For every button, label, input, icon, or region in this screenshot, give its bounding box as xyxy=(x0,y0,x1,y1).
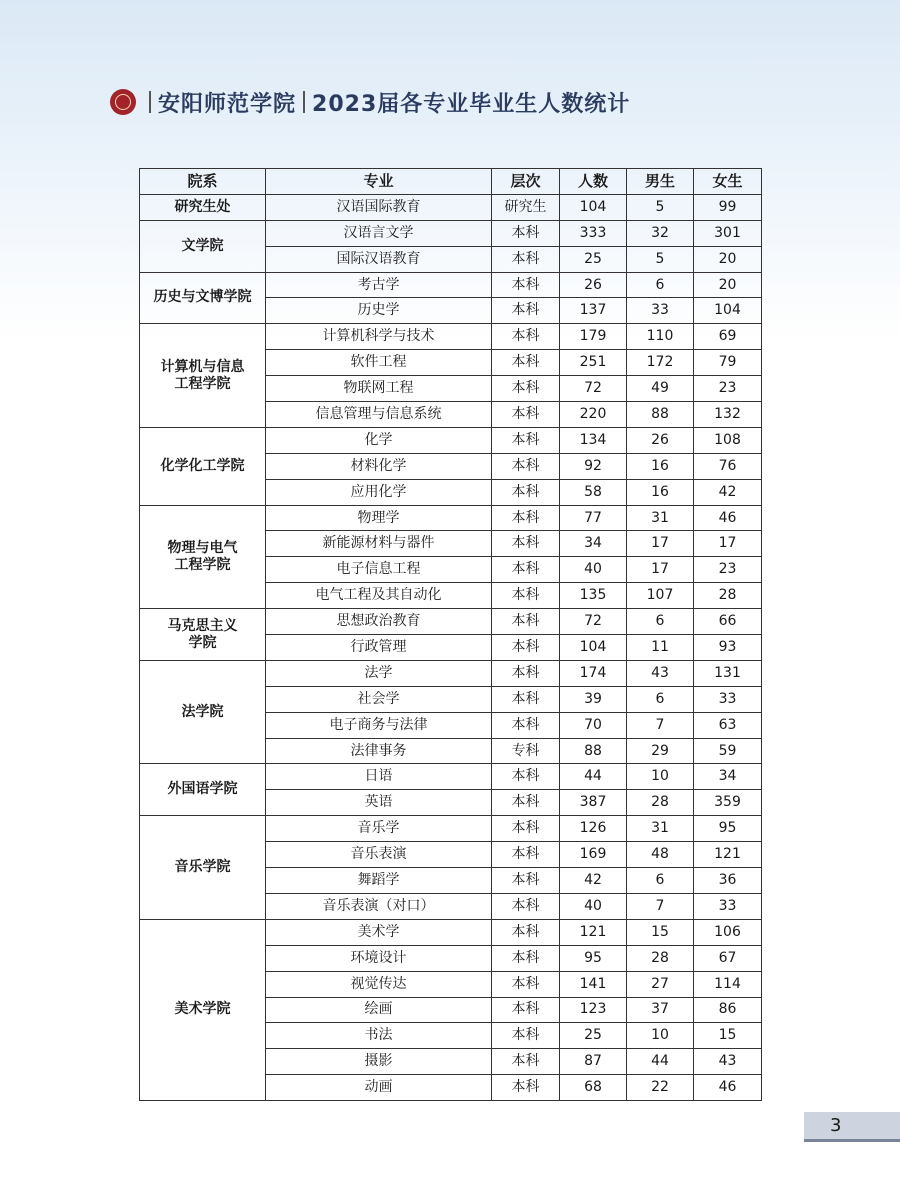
table-body xyxy=(140,194,762,1100)
table-row xyxy=(140,220,762,246)
female-cell: 28 xyxy=(694,583,762,609)
male-cell: 7 xyxy=(627,893,694,919)
level-cell: 本科 xyxy=(492,298,560,324)
total-cell: 68 xyxy=(560,1075,627,1101)
major-cell: 电子信息工程 xyxy=(266,557,492,583)
level-cell: 本科 xyxy=(492,868,560,894)
col-header-male: 男生 xyxy=(627,169,694,195)
total-cell: 220 xyxy=(560,402,627,428)
level-cell: 本科 xyxy=(492,220,560,246)
level-cell: 本科 xyxy=(492,790,560,816)
level-cell: 本科 xyxy=(492,945,560,971)
male-cell: 15 xyxy=(627,919,694,945)
level-cell: 本科 xyxy=(492,427,560,453)
level-cell: 本科 xyxy=(492,402,560,428)
table-row xyxy=(140,660,762,686)
female-cell: 43 xyxy=(694,1049,762,1075)
male-cell: 6 xyxy=(627,609,694,635)
male-cell: 17 xyxy=(627,557,694,583)
level-cell: 本科 xyxy=(492,350,560,376)
total-cell: 58 xyxy=(560,479,627,505)
total-cell: 40 xyxy=(560,557,627,583)
major-cell: 国际汉语教育 xyxy=(266,246,492,272)
male-cell: 33 xyxy=(627,298,694,324)
major-cell: 材料化学 xyxy=(266,453,492,479)
dept-cell: 文学院 xyxy=(140,220,266,272)
male-cell: 31 xyxy=(627,816,694,842)
level-cell: 本科 xyxy=(492,971,560,997)
level-cell: 专科 xyxy=(492,738,560,764)
female-cell: 67 xyxy=(694,945,762,971)
male-cell: 172 xyxy=(627,350,694,376)
female-cell: 33 xyxy=(694,893,762,919)
male-cell: 6 xyxy=(627,272,694,298)
major-cell: 音乐学 xyxy=(266,816,492,842)
male-cell: 5 xyxy=(627,246,694,272)
total-cell: 92 xyxy=(560,453,627,479)
total-cell: 70 xyxy=(560,712,627,738)
level-cell: 本科 xyxy=(492,609,560,635)
major-cell: 行政管理 xyxy=(266,635,492,661)
female-cell: 95 xyxy=(694,816,762,842)
male-cell: 10 xyxy=(627,1023,694,1049)
male-cell: 88 xyxy=(627,402,694,428)
page-title: 2023届各专业毕业生人数统计 xyxy=(312,91,631,117)
total-cell: 72 xyxy=(560,376,627,402)
table-row xyxy=(140,505,762,531)
total-cell: 44 xyxy=(560,764,627,790)
female-cell: 79 xyxy=(694,350,762,376)
major-cell: 应用化学 xyxy=(266,479,492,505)
major-cell: 计算机科学与技术 xyxy=(266,324,492,350)
female-cell: 46 xyxy=(694,1075,762,1101)
female-cell: 20 xyxy=(694,272,762,298)
major-cell: 视觉传达 xyxy=(266,971,492,997)
level-cell: 本科 xyxy=(492,686,560,712)
major-cell: 考古学 xyxy=(266,272,492,298)
major-cell: 化学 xyxy=(266,427,492,453)
page-number: 3 xyxy=(804,1112,900,1139)
total-cell: 26 xyxy=(560,272,627,298)
female-cell: 301 xyxy=(694,220,762,246)
major-cell: 音乐表演（对口） xyxy=(266,893,492,919)
female-cell: 63 xyxy=(694,712,762,738)
major-cell: 舞蹈学 xyxy=(266,868,492,894)
major-cell: 美术学 xyxy=(266,919,492,945)
total-cell: 137 xyxy=(560,298,627,324)
level-cell: 本科 xyxy=(492,842,560,868)
male-cell: 10 xyxy=(627,764,694,790)
major-cell: 环境设计 xyxy=(266,945,492,971)
female-cell: 86 xyxy=(694,997,762,1023)
male-cell: 107 xyxy=(627,583,694,609)
dept-cell: 计算机与信息 工程学院 xyxy=(140,324,266,428)
dept-cell: 法学院 xyxy=(140,660,266,764)
level-cell: 本科 xyxy=(492,997,560,1023)
level-cell: 本科 xyxy=(492,660,560,686)
total-cell: 121 xyxy=(560,919,627,945)
dept-cell: 化学化工学院 xyxy=(140,427,266,505)
dept-cell: 美术学院 xyxy=(140,919,266,1100)
total-cell: 39 xyxy=(560,686,627,712)
level-cell: 本科 xyxy=(492,557,560,583)
level-cell: 本科 xyxy=(492,505,560,531)
male-cell: 44 xyxy=(627,1049,694,1075)
female-cell: 59 xyxy=(694,738,762,764)
table-row xyxy=(140,324,762,350)
total-cell: 72 xyxy=(560,609,627,635)
major-cell: 音乐表演 xyxy=(266,842,492,868)
table-row xyxy=(140,919,762,945)
major-cell: 摄影 xyxy=(266,1049,492,1075)
female-cell: 17 xyxy=(694,531,762,557)
female-cell: 42 xyxy=(694,479,762,505)
major-cell: 法学 xyxy=(266,660,492,686)
total-cell: 25 xyxy=(560,1023,627,1049)
male-cell: 28 xyxy=(627,945,694,971)
level-cell: 本科 xyxy=(492,712,560,738)
female-cell: 46 xyxy=(694,505,762,531)
col-header-female: 女生 xyxy=(694,169,762,195)
total-cell: 141 xyxy=(560,971,627,997)
total-cell: 104 xyxy=(560,194,627,220)
female-cell: 76 xyxy=(694,453,762,479)
major-cell: 汉语国际教育 xyxy=(266,194,492,220)
level-cell: 本科 xyxy=(492,272,560,298)
male-cell: 16 xyxy=(627,453,694,479)
col-header-dept: 院系 xyxy=(140,169,266,195)
male-cell: 11 xyxy=(627,635,694,661)
level-cell: 本科 xyxy=(492,376,560,402)
major-cell: 思想政治教育 xyxy=(266,609,492,635)
female-cell: 132 xyxy=(694,402,762,428)
col-header-level: 层次 xyxy=(492,169,560,195)
level-cell: 本科 xyxy=(492,246,560,272)
male-cell: 5 xyxy=(627,194,694,220)
dept-cell: 研究生处 xyxy=(140,194,266,220)
level-cell: 本科 xyxy=(492,816,560,842)
total-cell: 134 xyxy=(560,427,627,453)
male-cell: 110 xyxy=(627,324,694,350)
col-header-total: 人数 xyxy=(560,169,627,195)
male-cell: 17 xyxy=(627,531,694,557)
total-cell: 40 xyxy=(560,893,627,919)
dept-cell: 外国语学院 xyxy=(140,764,266,816)
female-cell: 108 xyxy=(694,427,762,453)
total-cell: 34 xyxy=(560,531,627,557)
major-cell: 物联网工程 xyxy=(266,376,492,402)
male-cell: 48 xyxy=(627,842,694,868)
major-cell: 电气工程及其自动化 xyxy=(266,583,492,609)
major-cell: 英语 xyxy=(266,790,492,816)
major-cell: 动画 xyxy=(266,1075,492,1101)
male-cell: 27 xyxy=(627,971,694,997)
male-cell: 49 xyxy=(627,376,694,402)
level-cell: 研究生 xyxy=(492,194,560,220)
dept-cell: 马克思主义 学院 xyxy=(140,609,266,661)
female-cell: 121 xyxy=(694,842,762,868)
dept-cell: 物理与电气 工程学院 xyxy=(140,505,266,609)
total-cell: 251 xyxy=(560,350,627,376)
male-cell: 26 xyxy=(627,427,694,453)
table-row xyxy=(140,194,762,220)
level-cell: 本科 xyxy=(492,764,560,790)
female-cell: 106 xyxy=(694,919,762,945)
level-cell: 本科 xyxy=(492,583,560,609)
female-cell: 20 xyxy=(694,246,762,272)
total-cell: 126 xyxy=(560,816,627,842)
male-cell: 32 xyxy=(627,220,694,246)
col-header-major: 专业 xyxy=(266,169,492,195)
level-cell: 本科 xyxy=(492,635,560,661)
level-cell: 本科 xyxy=(492,453,560,479)
total-cell: 123 xyxy=(560,997,627,1023)
level-cell: 本科 xyxy=(492,1049,560,1075)
total-cell: 174 xyxy=(560,660,627,686)
male-cell: 29 xyxy=(627,738,694,764)
female-cell: 15 xyxy=(694,1023,762,1049)
major-cell: 社会学 xyxy=(266,686,492,712)
total-cell: 88 xyxy=(560,738,627,764)
dept-cell: 音乐学院 xyxy=(140,816,266,920)
divider xyxy=(149,91,151,113)
total-cell: 169 xyxy=(560,842,627,868)
female-cell: 99 xyxy=(694,194,762,220)
level-cell: 本科 xyxy=(492,893,560,919)
female-cell: 23 xyxy=(694,376,762,402)
level-cell: 本科 xyxy=(492,324,560,350)
level-cell: 本科 xyxy=(492,1023,560,1049)
total-cell: 387 xyxy=(560,790,627,816)
table-row xyxy=(140,609,762,635)
total-cell: 95 xyxy=(560,945,627,971)
total-cell: 333 xyxy=(560,220,627,246)
female-cell: 69 xyxy=(694,324,762,350)
major-cell: 法律事务 xyxy=(266,738,492,764)
total-cell: 77 xyxy=(560,505,627,531)
major-cell: 书法 xyxy=(266,1023,492,1049)
graduate-stats-table xyxy=(139,168,762,1101)
male-cell: 7 xyxy=(627,712,694,738)
school-name: 安阳师范学院 xyxy=(158,91,297,117)
female-cell: 359 xyxy=(694,790,762,816)
major-cell: 汉语言文学 xyxy=(266,220,492,246)
major-cell: 信息管理与信息系统 xyxy=(266,402,492,428)
table-row xyxy=(140,427,762,453)
table-row xyxy=(140,764,762,790)
table-header-row xyxy=(140,169,762,195)
level-cell: 本科 xyxy=(492,919,560,945)
dept-cell: 历史与文博学院 xyxy=(140,272,266,324)
level-cell: 本科 xyxy=(492,531,560,557)
divider xyxy=(303,91,305,113)
total-cell: 104 xyxy=(560,635,627,661)
female-cell: 33 xyxy=(694,686,762,712)
total-cell: 87 xyxy=(560,1049,627,1075)
major-cell: 物理学 xyxy=(266,505,492,531)
female-cell: 93 xyxy=(694,635,762,661)
level-cell: 本科 xyxy=(492,1075,560,1101)
page-header xyxy=(110,86,630,118)
total-cell: 42 xyxy=(560,868,627,894)
major-cell: 日语 xyxy=(266,764,492,790)
female-cell: 131 xyxy=(694,660,762,686)
male-cell: 6 xyxy=(627,868,694,894)
female-cell: 104 xyxy=(694,298,762,324)
major-cell: 软件工程 xyxy=(266,350,492,376)
major-cell: 绘画 xyxy=(266,997,492,1023)
female-cell: 23 xyxy=(694,557,762,583)
female-cell: 34 xyxy=(694,764,762,790)
total-cell: 135 xyxy=(560,583,627,609)
table-row xyxy=(140,816,762,842)
male-cell: 31 xyxy=(627,505,694,531)
school-seal-icon xyxy=(110,89,136,115)
male-cell: 43 xyxy=(627,660,694,686)
male-cell: 28 xyxy=(627,790,694,816)
total-cell: 25 xyxy=(560,246,627,272)
female-cell: 114 xyxy=(694,971,762,997)
table-row xyxy=(140,272,762,298)
level-cell: 本科 xyxy=(492,479,560,505)
female-cell: 66 xyxy=(694,609,762,635)
male-cell: 37 xyxy=(627,997,694,1023)
total-cell: 179 xyxy=(560,324,627,350)
female-cell: 36 xyxy=(694,868,762,894)
male-cell: 16 xyxy=(627,479,694,505)
male-cell: 22 xyxy=(627,1075,694,1101)
major-cell: 历史学 xyxy=(266,298,492,324)
male-cell: 6 xyxy=(627,686,694,712)
major-cell: 电子商务与法律 xyxy=(266,712,492,738)
major-cell: 新能源材料与器件 xyxy=(266,531,492,557)
